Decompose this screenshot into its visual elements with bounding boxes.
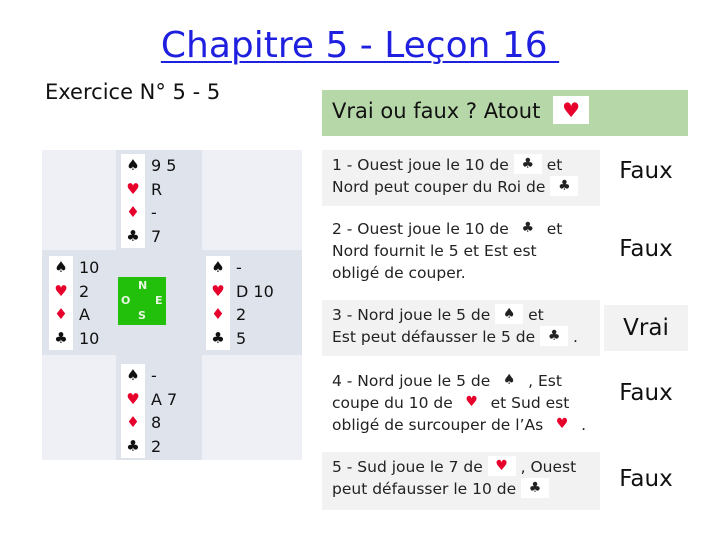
spade-icon: ♠: [54, 258, 68, 276]
heart-icon: ♥: [562, 98, 580, 122]
club-icon: ♣: [540, 326, 568, 346]
spade-icon: ♠: [126, 366, 140, 384]
statement-1: 1 - Ouest joue le 10 de ♣ et Nord peut couper du Roi de ♣: [322, 150, 600, 206]
heart-icon: ♥: [211, 281, 225, 300]
club-icon: ♣: [126, 436, 140, 455]
north-clubs: 7: [151, 226, 162, 246]
diamond-icon: ♦: [54, 305, 68, 323]
heart-icon: ♥: [126, 179, 140, 198]
east-hearts: D 10: [236, 281, 274, 301]
heart-icon: ♥: [488, 456, 516, 476]
spade-icon: ♠: [126, 156, 140, 174]
north-spades: 9 5: [151, 156, 177, 175]
heart-icon: ♥: [548, 414, 576, 434]
south-hearts: A 7: [151, 389, 178, 409]
question-banner: [322, 90, 688, 136]
heart-icon: ♥: [54, 281, 68, 300]
diamond-icon: ♦: [126, 203, 140, 221]
west-spades: 10: [79, 258, 100, 277]
statement-4: 4 - Nord joue le 5 de ♠ , Est coupe du 10 de ♥ et Sud est obligé de surcouper de l’As ♥ .: [332, 371, 586, 434]
spade-icon: ♠: [495, 304, 523, 324]
compass-west: O: [121, 294, 131, 307]
east-spades: -: [236, 258, 242, 277]
exercise-number: Exercice N° 5 - 5: [45, 80, 221, 104]
club-icon: ♣: [521, 478, 549, 498]
west-diamonds: A: [79, 305, 90, 324]
west-hand: [49, 256, 119, 352]
south-diamonds: 8: [151, 413, 162, 432]
trump-heart-box: [553, 96, 589, 124]
north-diamonds: -: [151, 203, 157, 222]
statement-3: 3 - Nord joue le 5 de ♠ et Est peut défausser le 5 de ♣ .: [322, 300, 600, 356]
statement-2: 2 - Ouest joue le 10 de ♣ et Nord fournit le 5 et Est est obligé de couper.: [332, 219, 563, 282]
answer-4: Faux: [619, 380, 673, 406]
south-hand: [121, 364, 201, 460]
west-hearts: 2: [79, 281, 90, 301]
north-hand: [121, 154, 201, 250]
south-spades: -: [151, 366, 157, 385]
heart-icon: ♥: [458, 392, 486, 412]
south-clubs: 2: [151, 436, 162, 456]
east-diamonds: 2: [236, 305, 247, 324]
table-corner-sw: [42, 355, 116, 460]
page-title: Chapitre 5 - Leçon 16: [160, 25, 560, 66]
heart-icon: ♥: [126, 389, 140, 408]
club-icon: ♣: [126, 226, 140, 245]
compass-north: N: [138, 279, 148, 292]
spade-icon: ♠: [211, 258, 225, 276]
club-icon: ♣: [514, 218, 542, 238]
compass-rose: [118, 277, 166, 325]
spade-icon: ♠: [495, 370, 523, 390]
east-clubs: 5: [236, 328, 247, 348]
east-hand: [206, 256, 286, 352]
statement-5: 5 - Sud joue le 7 de ♥ , Ouest peut défausser le 10 de ♣: [322, 452, 600, 510]
table-corner-se: [202, 355, 302, 460]
answer-3: Vrai: [604, 305, 688, 351]
question-text: Vrai ou faux ? Atout: [332, 99, 541, 123]
table-corner-nw: [42, 150, 116, 250]
compass-east: E: [155, 294, 163, 307]
answer-1: Faux: [619, 158, 673, 184]
club-icon: ♣: [54, 328, 68, 347]
west-clubs: 10: [79, 328, 100, 348]
answer-2: Faux: [619, 236, 673, 262]
diamond-icon: ♦: [211, 305, 225, 323]
club-icon: ♣: [514, 154, 542, 174]
north-hearts: R: [151, 179, 163, 199]
compass-south: S: [138, 309, 146, 322]
answer-5: Faux: [619, 466, 673, 492]
club-icon: ♣: [550, 176, 578, 196]
table-corner-ne: [202, 150, 302, 250]
diamond-icon: ♦: [126, 413, 140, 431]
club-icon: ♣: [211, 328, 225, 347]
